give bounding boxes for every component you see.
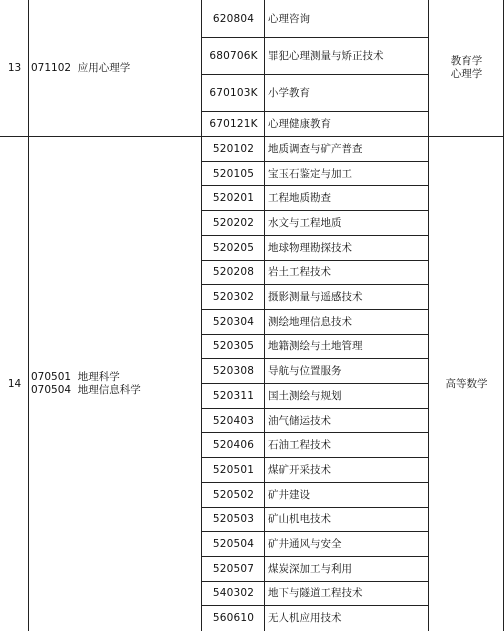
vocational-name: 心理健康教育 — [268, 117, 331, 130]
vocational-code: 520403 — [212, 414, 255, 427]
vocational-name: 摄影测量与遥感技术 — [268, 291, 363, 304]
vocational-name: 矿山机电技术 — [268, 513, 331, 526]
subject-line: 心理学 — [450, 68, 483, 80]
vocational-code: 520503 — [212, 513, 255, 526]
vocational-name: 煤炭深加工与利用 — [268, 562, 352, 575]
vocational-code: 520311 — [212, 389, 255, 402]
vocational-code: 520406 — [212, 439, 255, 452]
vocational-code: 520102 — [212, 142, 255, 155]
vocational-code: 520502 — [212, 488, 255, 501]
vocational-name: 工程地质勘查 — [268, 192, 331, 205]
vocational-code: 560610 — [212, 612, 255, 625]
vocational-code: 540302 — [212, 587, 255, 600]
vocational-name: 测绘地理信息技术 — [268, 315, 352, 328]
major-line — [31, 371, 141, 384]
vocational-code: 520205 — [212, 241, 255, 254]
vocational-name: 油气储运技术 — [268, 414, 331, 427]
vocational-name: 罪犯心理测量与矫正技术 — [268, 50, 384, 62]
major-name: 地理科学 — [77, 371, 120, 383]
vocational-name: 心理咨询 — [268, 12, 310, 25]
major-code: 070501 — [31, 371, 72, 383]
exam-subject — [429, 0, 504, 136]
vocational-code: 670103K — [209, 87, 258, 99]
major-code: 071102 — [31, 61, 72, 74]
vocational-name: 地籍测绘与土地管理 — [268, 340, 363, 353]
subject-line: 教育学 — [450, 55, 483, 67]
vocational-name: 地球物理勘探技术 — [268, 241, 352, 254]
undergrad-major — [29, 0, 201, 136]
major-name: 地理信息科学 — [77, 384, 141, 396]
exam-subject — [429, 137, 504, 631]
vocational-code: 520302 — [212, 291, 255, 304]
vocational-name: 岩土工程技术 — [268, 266, 331, 279]
vocational-name: 国土测绘与规划 — [268, 389, 342, 402]
vocational-code: 520305 — [212, 340, 255, 353]
vocational-name: 地下与隧道工程技术 — [268, 587, 363, 600]
vocational-name: 无人机应用技术 — [268, 612, 342, 625]
major-name: 应用心理学 — [77, 61, 131, 74]
vocational-code: 520308 — [212, 365, 255, 378]
vocational-code: 520507 — [212, 562, 255, 575]
vocational-code: 680706K — [209, 50, 258, 62]
vocational-code: 520105 — [212, 167, 255, 180]
vocational-name: 地质调查与矿产普查 — [268, 142, 363, 155]
vocational-name: 小学教育 — [268, 87, 310, 99]
major-line — [31, 384, 141, 397]
vocational-name: 矿井建设 — [268, 488, 310, 501]
vocational-code: 520304 — [212, 315, 255, 328]
subject-line: 高等数学 — [445, 377, 488, 390]
vocational-code: 520208 — [212, 266, 255, 279]
vocational-code: 520504 — [212, 538, 255, 551]
vocational-name: 煤矿开采技术 — [268, 463, 331, 476]
vocational-name: 导航与位置服务 — [268, 365, 342, 378]
vocational-code: 520201 — [212, 192, 255, 205]
vocational-code: 620804 — [212, 12, 255, 25]
vocational-name: 矿井通风与安全 — [268, 538, 342, 551]
vocational-name: 水文与工程地质 — [268, 216, 342, 229]
major-code: 070504 — [31, 384, 72, 396]
vocational-name: 石油工程技术 — [268, 439, 331, 452]
vocational-code: 520202 — [212, 216, 255, 229]
row-number: 14 — [7, 377, 22, 390]
row-number: 13 — [7, 61, 22, 74]
vocational-code: 670121K — [209, 117, 258, 130]
vocational-name: 宝玉石鉴定与加工 — [268, 167, 352, 180]
vocational-code: 520501 — [212, 463, 255, 476]
undergrad-major — [29, 137, 201, 631]
